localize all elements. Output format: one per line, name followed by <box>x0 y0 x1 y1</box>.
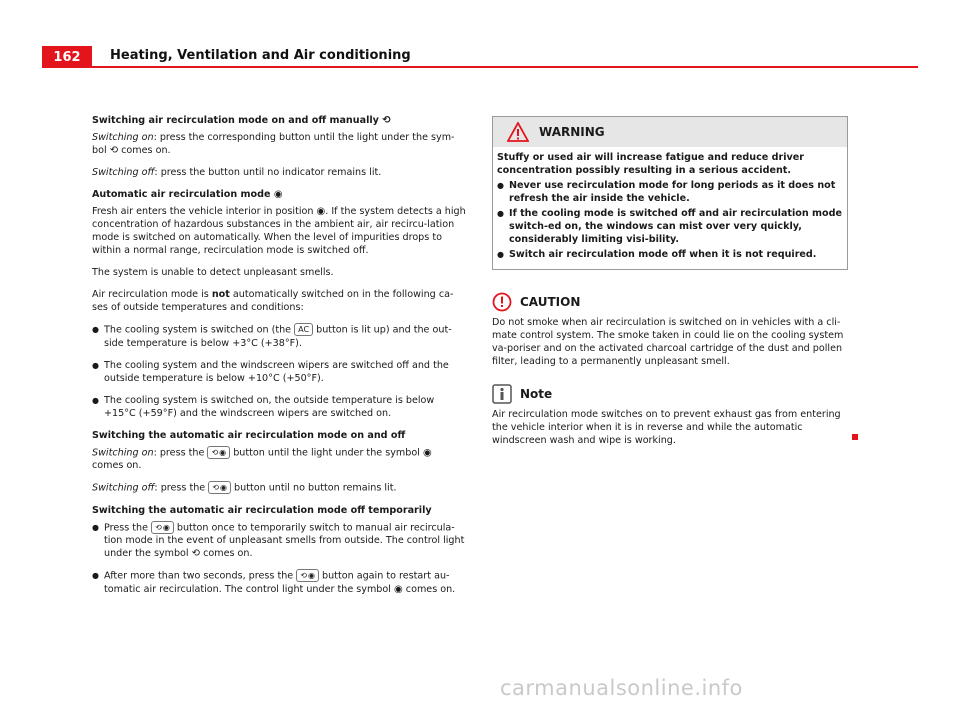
warning-body <box>493 147 847 269</box>
chapter-title: Heating, Ventilation and Air conditioning <box>110 48 411 63</box>
recirculation-button-symbol <box>296 569 319 582</box>
warning-box <box>492 116 848 270</box>
warning-header <box>493 117 847 147</box>
recirculation-button-symbol <box>151 521 174 534</box>
paragraph-smells: The system is unable to detect unpleasant smells. <box>92 267 334 278</box>
left-column <box>92 114 466 605</box>
page-number: 162 <box>42 46 92 68</box>
recirculation-arrow-icon: ⟲ <box>191 548 201 559</box>
right-column <box>492 116 848 456</box>
warning-triangle-icon <box>507 122 529 142</box>
auto-recirculation-icon: ◉ <box>422 447 432 458</box>
warning-title: WARNING <box>539 124 605 139</box>
paragraph-not-auto: Air recirculation mode is not automatically switched on in the following ca-ses of outside temperatures and conditions: <box>92 289 454 313</box>
note-header <box>492 384 848 404</box>
auto-recirculation-icon: ◉ <box>219 483 227 492</box>
auto-recirculation-icon: ◉ <box>307 571 315 580</box>
end-of-section-mark <box>852 434 858 440</box>
section-heading-temporary: Switching the automatic air recirculation mode off temporarily <box>92 504 432 516</box>
paragraph-switch-off: Switching off: press the button until no indicator remains lit. <box>92 167 382 178</box>
recirculation-arrow-icon: ⟲ <box>300 571 307 580</box>
section-heading-auto-toggle: Switching the automatic air recirculation mode on and off <box>92 429 406 441</box>
auto-recirculation-icon: ◉ <box>219 447 227 457</box>
paragraph-switch-on: Switching on: press the corresponding button until the light under the sym-bol ⟲ comes on. <box>92 132 455 156</box>
recirculation-arrow-icon: ⟲ <box>382 115 391 126</box>
note-text: Air recirculation mode switches on to prevent exhaust gas from entering the vehicle interior when it is in reverse and while the automatic windscreen wash and wipe is working. <box>492 408 848 447</box>
recirculation-arrow-icon: ⟲ <box>211 447 219 457</box>
recirculation-arrow-icon: ⟲ <box>155 522 162 532</box>
header-rule <box>92 66 918 68</box>
recirculation-arrow-icon: ⟲ <box>212 483 219 492</box>
section-heading-manual: Switching air recirculation mode on and off manually ⟲ <box>92 115 391 126</box>
paragraph-auto-off: Switching off: press the ⟲ ◉ button until no button remains lit. <box>92 482 397 494</box>
note-section <box>492 384 848 447</box>
auto-recirculation-icon: ◉ <box>394 583 403 595</box>
list-item: ● Never use recirculation mode for long periods as it does not refresh the air inside the vehicle. <box>497 179 843 205</box>
paragraph-auto-desc: Fresh air enters the vehicle interior in position ◉. If the system detects a high concentration of hazardous substances in the ambient air, air recircu-lation mode is switched on automatically. When the level of impurities drops to within a normal range, recirculation mode is switched off. <box>92 206 466 256</box>
caution-text: Do not smoke when air recirculation is switched on in vehicles with a cli-mate control system. The smoke taken in could lie on the cooling system va-poriser and on the activated charcoal cartridge of the dust and pollen filter, leading to a permanently unpleasant smell. <box>492 317 844 367</box>
section-heading-auto: Automatic air recirculation mode ◉ <box>92 189 283 200</box>
caution-header <box>492 292 848 312</box>
recirculation-button-symbol <box>207 446 230 459</box>
caution-icon <box>492 292 512 312</box>
auto-recirculation-icon: ◉ <box>273 189 283 200</box>
list-item: ● The cooling system is switched on, the outside temperature is below +15°C (+59°F) and the windscreen wipers are switched on. <box>92 394 466 420</box>
list-item: ● If the cooling mode is switched off and air recirculation mode switch-ed on, the windows can mist over very quickly, considerably limiting visi-bility. <box>497 207 843 246</box>
caution-section <box>492 292 848 368</box>
footer-watermark[interactable]: carmanualsonline.info <box>500 676 743 700</box>
list-item: ● Press the ⟲ ◉ button once to temporarily switch to manual air recircula-tion mode in the event of unpleasant smells from outside. The control light under the symbol ⟲ comes on. <box>92 521 466 561</box>
ac-button-symbol: AC <box>294 323 313 336</box>
list-item: ● The cooling system and the windscreen wipers are switched off and the outside temperature is below +10°C (+50°F). <box>92 359 466 385</box>
list-item: ● After more than two seconds, press the ⟲ ◉ button again to restart au-tomatic air recirculation. The control light under the symbol ◉ comes on. <box>92 569 466 596</box>
auto-recirculation-icon: ◉ <box>316 206 326 217</box>
warning-intro: Stuffy or used air will increase fatigue and reduce driver concentration possibly resulting in a serious accident. <box>497 152 805 176</box>
caution-title: CAUTION <box>520 294 581 309</box>
list-item: ● Switch air recirculation mode off when it is not required. <box>497 248 843 261</box>
recirculation-arrow-icon: ⟲ <box>109 145 119 156</box>
list-item: ● The cooling system is switched on (the AC button is lit up) and the out-side temperature is below +3°C (+38°F). <box>92 323 466 350</box>
recirculation-button-symbol <box>208 481 231 494</box>
info-icon <box>492 384 512 404</box>
note-title: Note <box>520 386 553 401</box>
auto-recirculation-icon: ◉ <box>162 522 170 532</box>
paragraph-auto-on: Switching on: press the ⟲ ◉ button until the light under the symbol ◉ comes on. <box>92 447 432 471</box>
